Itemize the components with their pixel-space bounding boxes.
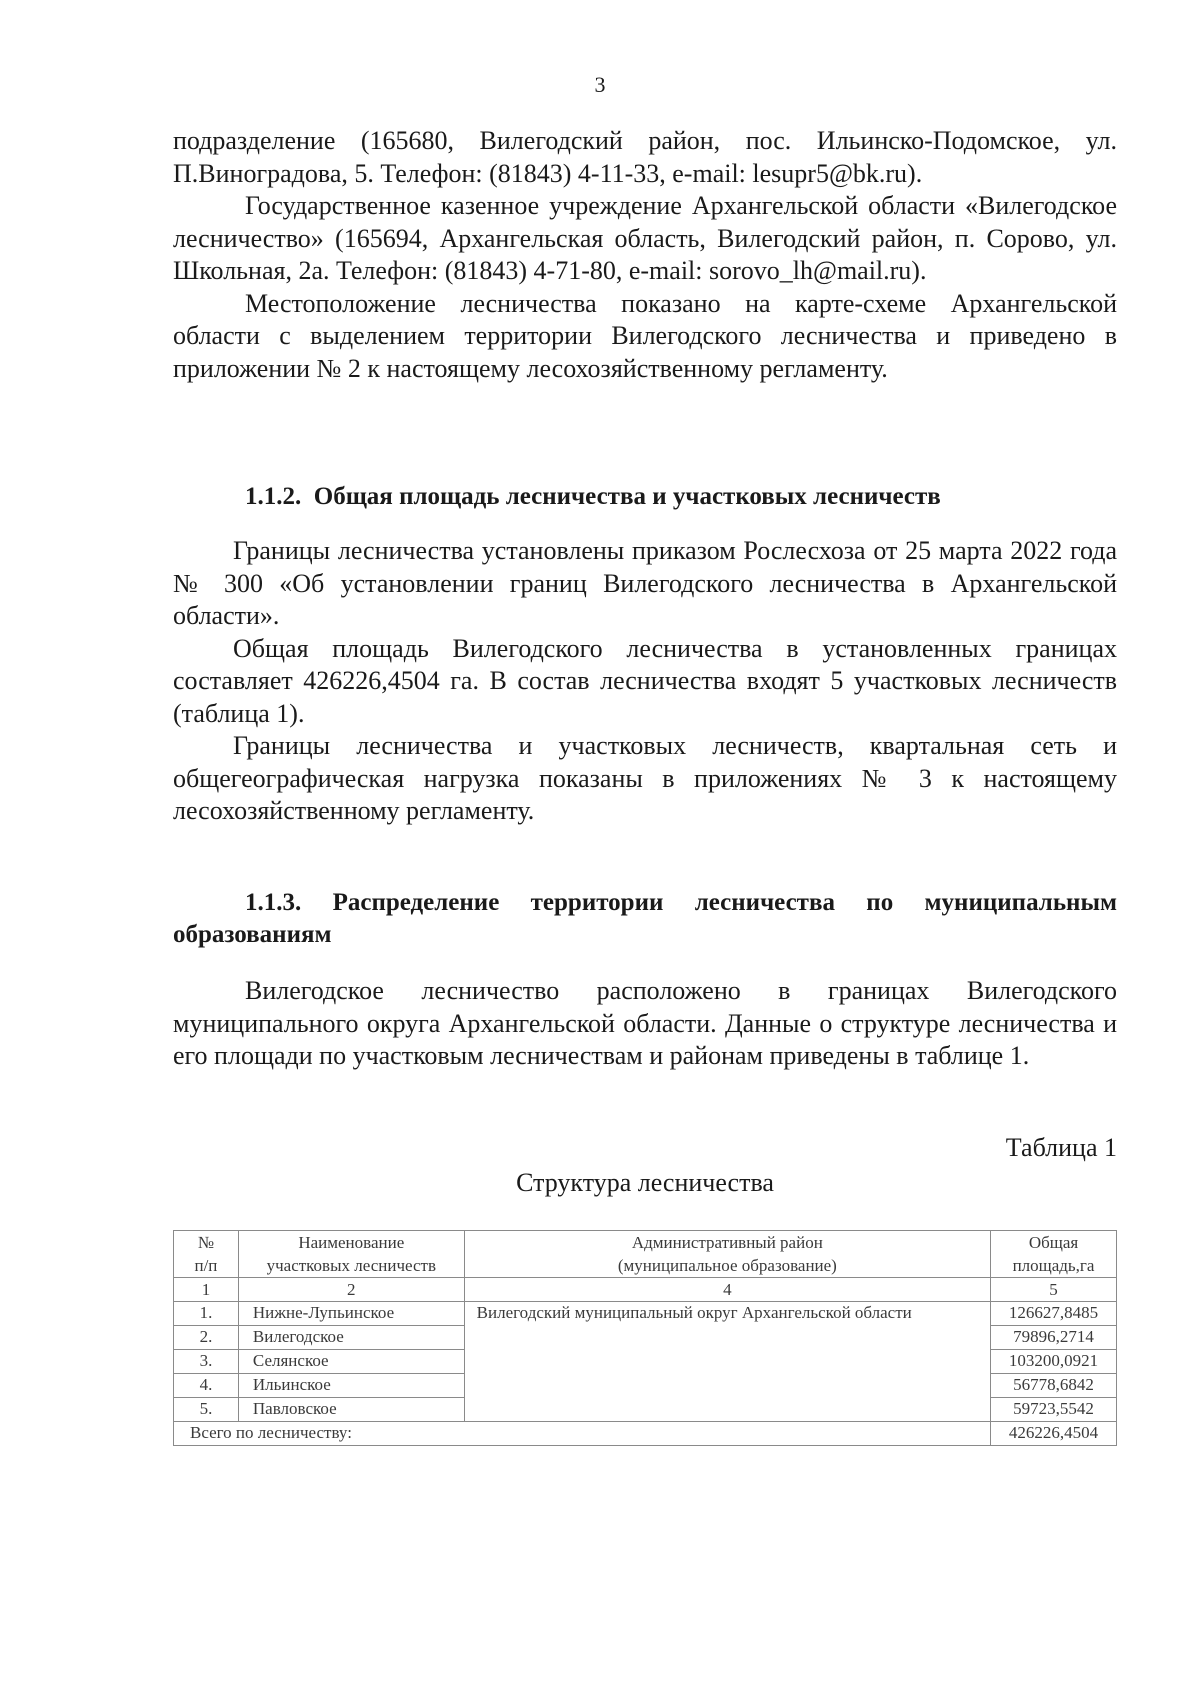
row-name: Вилегодское	[238, 1326, 464, 1350]
total-label: Всего по лесничеству:	[174, 1422, 991, 1446]
section-113-paragraph-1: Вилегодское лесничество расположено в границах Вилегодского муниципального округа Архангельской области. Данные о структуре лесничества и его площади по участковым лесничествам и районам приведены в таблице 1.	[173, 976, 1117, 1070]
section-112-paragraph-3: Границы лесничества и участковых лесничеств, квартальная сеть и общегеографическая нагрузка показаны в приложениях № 3 к настоящему лесохозяйственному регламенту.	[173, 731, 1117, 825]
header-district: Административный район (муниципальное образование)	[464, 1231, 990, 1278]
section-113-heading-line-1: 1.1.3. Распределение территории лесничества по муниципальным	[245, 889, 1117, 916]
header-area: Общая площадь,га	[991, 1231, 1117, 1278]
section-112-paragraph-1: Границы лесничества установлены приказом Рослесхоза от 25 марта 2022 года № 300 «Об установлении границ Вилегодского лесничества в Архангельской области».	[173, 536, 1117, 630]
row-name: Ильинское	[238, 1374, 464, 1398]
col-number-cell: 1	[174, 1278, 239, 1302]
row-num: 3.	[174, 1350, 239, 1374]
row-num: 5.	[174, 1398, 239, 1422]
intro-paragraph-1-line-2: П.Виноградова, 5. Телефон: (81843) 4-11-33, e-mail: lesupr5@bk.ru).	[173, 158, 923, 188]
intro-paragraph-1-line-1: подразделение (165680, Вилегодский район, пос. Ильинско-Подомское, ул.	[173, 126, 1117, 155]
section-112-body	[173, 535, 1117, 828]
section-112-paragraph-2: Общая площадь Вилегодского лесничества в установленных границах составляет 426226,4504 га. В состав лесничества входят 5 участковых лесничеств (таблица 1).	[173, 633, 1117, 728]
table-row	[174, 1302, 1117, 1326]
row-name: Селянское	[238, 1350, 464, 1374]
row-area: 126627,8485	[991, 1302, 1117, 1326]
table-label: Таблица 1	[1005, 1133, 1117, 1162]
intro-paragraph-3: Местоположение лесничества показано на карте-схеме Архангельской области с выделением территории Вилегодского лесничества и приведено в приложении № 2 к настоящему лесохозяйственному регламенту.	[173, 288, 1117, 383]
intro-section	[173, 125, 1117, 385]
col-number-cell: 5	[991, 1278, 1117, 1302]
row-num: 1.	[174, 1302, 239, 1326]
table-total-row	[174, 1422, 1117, 1446]
table-header-row	[174, 1231, 1117, 1278]
row-area: 79896,2714	[991, 1326, 1117, 1350]
page-number: 3	[594, 72, 606, 97]
section-112-heading: 1.1.2. Общая площадь лесничества и участковых лесничеств	[245, 483, 941, 510]
row-area: 59723,5542	[991, 1398, 1117, 1422]
row-area: 103200,0921	[991, 1350, 1117, 1374]
col-number-cell: 4	[464, 1278, 990, 1302]
total-value: 426226,4504	[991, 1422, 1117, 1446]
section-113-heading	[173, 887, 1117, 951]
row-area: 56778,6842	[991, 1374, 1117, 1398]
section-113-body	[173, 975, 1117, 1073]
row-name: Павловское	[238, 1398, 464, 1422]
table-column-numbers-row	[174, 1278, 1117, 1302]
header-num: № п/п	[174, 1231, 239, 1278]
col-number-cell: 2	[238, 1278, 464, 1302]
table-caption: Структура лесничества	[516, 1168, 774, 1197]
header-name: Наименование участковых лесничеств	[238, 1231, 464, 1278]
row-num: 2.	[174, 1326, 239, 1350]
section-113-heading-line-2: образованиям	[173, 921, 332, 948]
row-name: Нижне-Лупьинское	[238, 1302, 464, 1326]
row-num: 4.	[174, 1374, 239, 1398]
structure-table	[173, 1230, 1117, 1446]
row-district: Вилегодский муниципальный округ Архангельской области	[464, 1302, 990, 1422]
intro-paragraph-2: Государственное казенное учреждение Архангельской области «Вилегодское лесничество» (165694, Архангельская область, Вилегодский район, п. Сорово, ул. Школьная, 2а. Телефон: (81843) 4-71-80, e-mail: sorovo_lh@mail.ru).	[173, 191, 1117, 285]
